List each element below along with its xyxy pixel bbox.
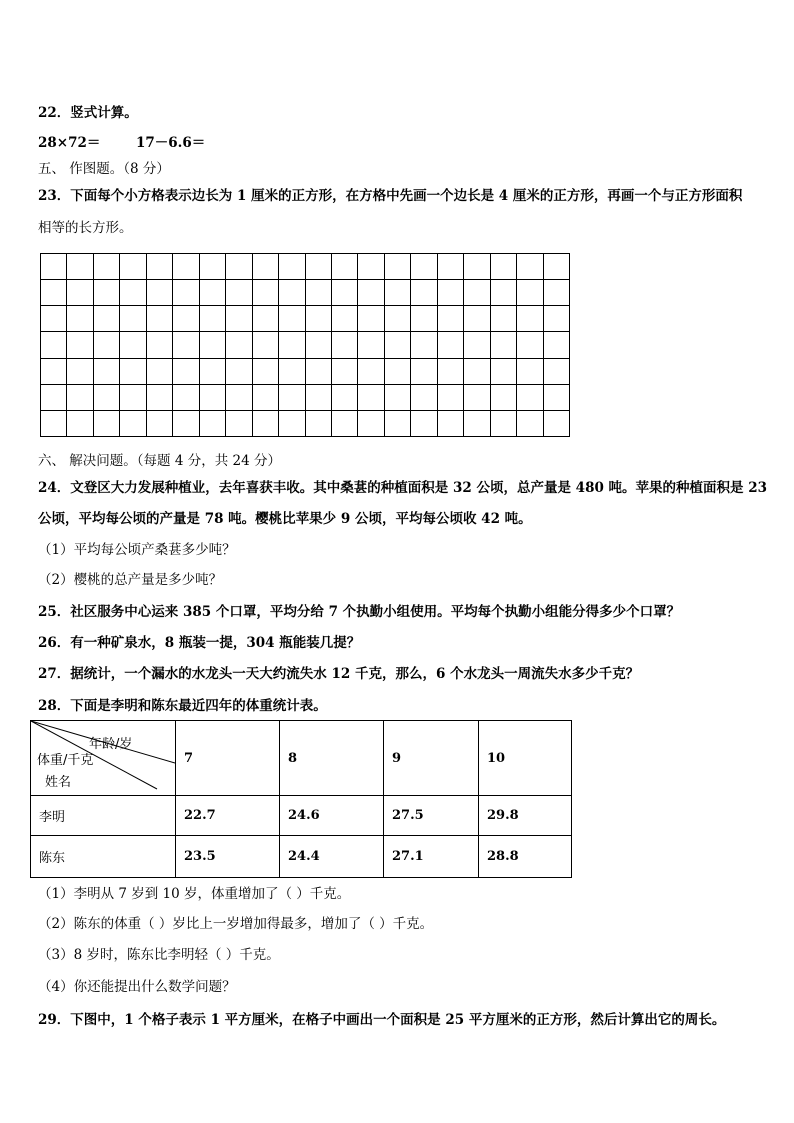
table-row: [31, 836, 572, 878]
grid-cell: [67, 306, 93, 332]
grid-cell: [544, 385, 570, 411]
grid-cell: [41, 332, 67, 358]
q27-text: 27．据统计，一个漏水的水龙头一天大约流失水 12 千克，那么，6 个水龙头一周流失水多少千克？: [38, 666, 640, 682]
q25-text: 25．社区服务中心运来 385 个口罩，平均分给 7 个执勤小组使用。平均每个执勤小组能分得多少个口罩？: [38, 604, 681, 620]
grid-cell: [200, 306, 226, 332]
grid-cell: [385, 306, 411, 332]
q22-expr1: 28×72＝: [38, 135, 101, 151]
grid-cell: [67, 332, 93, 358]
grid-cell: [94, 359, 120, 385]
grid-cell: [94, 254, 120, 280]
grid-cell: [67, 411, 93, 437]
grid-cell: [306, 359, 332, 385]
grid-cell: [279, 254, 305, 280]
grid-cell: [411, 280, 437, 306]
q22-expr2: 17－6.6＝: [136, 135, 206, 151]
grid-cell: [438, 411, 464, 437]
grid-cell: [306, 280, 332, 306]
grid-cell: [226, 359, 252, 385]
grid-cell: [491, 280, 517, 306]
grid-cell: [94, 280, 120, 306]
grid-cell: [464, 280, 490, 306]
grid-cell: [173, 254, 199, 280]
grid-cell: [253, 359, 279, 385]
grid-cell: [306, 332, 332, 358]
grid-cell: [491, 306, 517, 332]
header-weight-label: 体重/千克: [37, 753, 94, 768]
grid-cell: [67, 359, 93, 385]
grid-cell: [438, 359, 464, 385]
row-name: 陈东: [31, 836, 176, 878]
grid-cell: [358, 332, 384, 358]
table-cell: 22.7: [176, 796, 280, 836]
grid-cell: [385, 254, 411, 280]
grid-cell: [253, 280, 279, 306]
table-cell: 27.5: [384, 796, 479, 836]
grid-cell: [464, 332, 490, 358]
grid-cell: [226, 332, 252, 358]
grid-cell: [147, 280, 173, 306]
grid-cell: [491, 359, 517, 385]
grid-cell: [41, 359, 67, 385]
grid-cell: [94, 385, 120, 411]
q23-line1: 23．下面每个小方格表示边长为 1 厘米的正方形，在方格中先画一个边长是 4 厘米的正方形，再画一个与正方形面积: [38, 188, 743, 204]
q28-sub2: （2）陈东的体重（ ）岁比上一岁增加得最多，增加了（ ）千克。: [38, 916, 434, 932]
grid-cell: [41, 280, 67, 306]
grid-cell: [332, 332, 358, 358]
drawing-grid: [40, 253, 570, 437]
grid-cell: [279, 306, 305, 332]
grid-cell: [147, 332, 173, 358]
grid-cell: [279, 385, 305, 411]
grid-cell: [94, 411, 120, 437]
grid-cell: [464, 411, 490, 437]
row-name: 李明: [31, 796, 176, 836]
table-cell: 24.6: [280, 796, 384, 836]
grid-cell: [120, 280, 146, 306]
grid-cell: [385, 411, 411, 437]
grid-cell: [200, 385, 226, 411]
grid-cell: [279, 280, 305, 306]
grid-cell: [147, 306, 173, 332]
grid-cell: [120, 332, 146, 358]
grid-cell: [173, 359, 199, 385]
grid-cell: [544, 280, 570, 306]
q28-sub3: （3）8 岁时，陈东比李明轻（ ）千克。: [38, 947, 280, 963]
grid-cell: [438, 332, 464, 358]
q24-line1: 24．文登区大力发展种植业，去年喜获丰收。其中桑葚的种植面积是 32 公顷，总产量是 480 吨。苹果的种植面积是 23: [38, 480, 768, 496]
q23-line2: 相等的长方形。: [38, 220, 133, 236]
grid-cell: [41, 306, 67, 332]
q28-sub1: （1）李明从 7 岁到 10 岁，体重增加了（ ）千克。: [38, 886, 351, 902]
table-row: [31, 796, 572, 836]
header-name-label: 姓名: [45, 775, 72, 790]
grid-cell: [41, 411, 67, 437]
age-header-10: 10: [479, 721, 572, 796]
grid-cell: [491, 332, 517, 358]
table-cell: 23.5: [176, 836, 280, 878]
grid-cell: [120, 306, 146, 332]
grid-cell: [173, 280, 199, 306]
grid-cell: [491, 411, 517, 437]
grid-cell: [411, 254, 437, 280]
grid-cell: [332, 411, 358, 437]
age-header-8: 8: [280, 721, 384, 796]
q24-sub2: （2）樱桃的总产量是多少吨？: [38, 572, 223, 588]
q28-title: 28．下面是李明和陈东最近四年的体重统计表。: [38, 698, 327, 714]
grid-cell: [253, 385, 279, 411]
grid-cell: [147, 359, 173, 385]
grid-cell: [253, 306, 279, 332]
grid-cell: [411, 411, 437, 437]
grid-cell: [94, 306, 120, 332]
q24-sub1: （1）平均每公顷产桑葚多少吨？: [38, 542, 236, 558]
grid-cell: [200, 254, 226, 280]
q22-title: 22．竖式计算。: [38, 105, 138, 121]
grid-cell: [226, 411, 252, 437]
grid-cell: [358, 359, 384, 385]
table-cell: 29.8: [479, 796, 572, 836]
grid-cell: [94, 332, 120, 358]
grid-cell: [253, 411, 279, 437]
grid-cell: [491, 385, 517, 411]
age-header-7: 7: [176, 721, 280, 796]
grid-cell: [306, 385, 332, 411]
grid-cell: [411, 306, 437, 332]
grid-cell: [464, 359, 490, 385]
header-age-label: 年龄/岁: [89, 737, 133, 752]
grid-cell: [332, 306, 358, 332]
grid-cell: [544, 306, 570, 332]
grid-cell: [544, 359, 570, 385]
q24-line2: 公顷，平均每公顷的产量是 78 吨。樱桃比苹果少 9 公顷，平均每公顷收 42 吨。: [38, 511, 532, 527]
diagonal-header-cell: [31, 721, 176, 796]
grid-cell: [200, 411, 226, 437]
grid-cell: [226, 280, 252, 306]
grid-cell: [332, 280, 358, 306]
table-header-row: [31, 721, 572, 796]
grid-cell: [411, 332, 437, 358]
grid-cell: [173, 332, 199, 358]
grid-cell: [544, 332, 570, 358]
grid-cell: [226, 385, 252, 411]
grid-cell: [226, 306, 252, 332]
grid-cell: [67, 254, 93, 280]
grid-cell: [332, 254, 358, 280]
grid-cell: [147, 385, 173, 411]
grid-cell: [67, 385, 93, 411]
table-cell: 24.4: [280, 836, 384, 878]
age-header-9: 9: [384, 721, 479, 796]
grid-cell: [200, 332, 226, 358]
grid-cell: [279, 332, 305, 358]
grid-cell: [306, 306, 332, 332]
grid-cell: [120, 254, 146, 280]
grid-cell: [279, 411, 305, 437]
grid-cell: [411, 385, 437, 411]
grid-cell: [173, 306, 199, 332]
grid-cell: [279, 359, 305, 385]
grid-cell: [147, 411, 173, 437]
table-cell: 28.8: [479, 836, 572, 878]
grid-cell: [200, 280, 226, 306]
grid-cell: [491, 254, 517, 280]
grid-cell: [517, 385, 543, 411]
grid-cell: [464, 254, 490, 280]
grid-cell: [438, 280, 464, 306]
grid-cell: [358, 280, 384, 306]
grid-cell: [358, 306, 384, 332]
grid-cell: [173, 385, 199, 411]
grid-cell: [41, 254, 67, 280]
grid-cell: [253, 254, 279, 280]
grid-cell: [385, 385, 411, 411]
grid-cell: [464, 385, 490, 411]
grid-cell: [120, 385, 146, 411]
grid-cell: [120, 411, 146, 437]
grid-cell: [358, 254, 384, 280]
grid-cell: [544, 411, 570, 437]
grid-cell: [385, 280, 411, 306]
grid-cell: [120, 359, 146, 385]
grid-cell: [306, 254, 332, 280]
grid-cell: [173, 411, 199, 437]
weight-table: [30, 720, 572, 878]
grid-cell: [544, 254, 570, 280]
grid-cell: [517, 359, 543, 385]
grid-cell: [464, 306, 490, 332]
q26-text: 26．有一种矿泉水，8 瓶装一提，304 瓶能装几提？: [38, 635, 361, 651]
q29-text: 29．下图中，1 个格子表示 1 平方厘米，在格子中画出一个面积是 25 平方厘米的正方形，然后计算出它的周长。: [38, 1012, 726, 1028]
grid-cell: [306, 411, 332, 437]
grid-cell: [358, 411, 384, 437]
grid-cell: [332, 359, 358, 385]
grid-cell: [200, 359, 226, 385]
grid-cell: [517, 411, 543, 437]
grid-cell: [385, 332, 411, 358]
section-6-title: 六、 解决问题。（每题 4 分，共 24 分）: [38, 453, 281, 469]
grid-cell: [438, 385, 464, 411]
table-cell: 27.1: [384, 836, 479, 878]
grid-cell: [438, 306, 464, 332]
grid-cell: [411, 359, 437, 385]
grid-cell: [385, 359, 411, 385]
section-5-title: 五、 作图题。（8 分）: [38, 161, 170, 177]
grid-cell: [253, 332, 279, 358]
grid-cell: [517, 254, 543, 280]
q28-sub4: （4）你还能提出什么数学问题？: [38, 979, 236, 995]
grid-cell: [226, 254, 252, 280]
grid-cell: [41, 385, 67, 411]
grid-cell: [517, 306, 543, 332]
grid-cell: [517, 332, 543, 358]
grid-cell: [438, 254, 464, 280]
grid-cell: [332, 385, 358, 411]
grid-cell: [147, 254, 173, 280]
grid-cell: [67, 280, 93, 306]
grid-cell: [517, 280, 543, 306]
grid-cell: [358, 385, 384, 411]
